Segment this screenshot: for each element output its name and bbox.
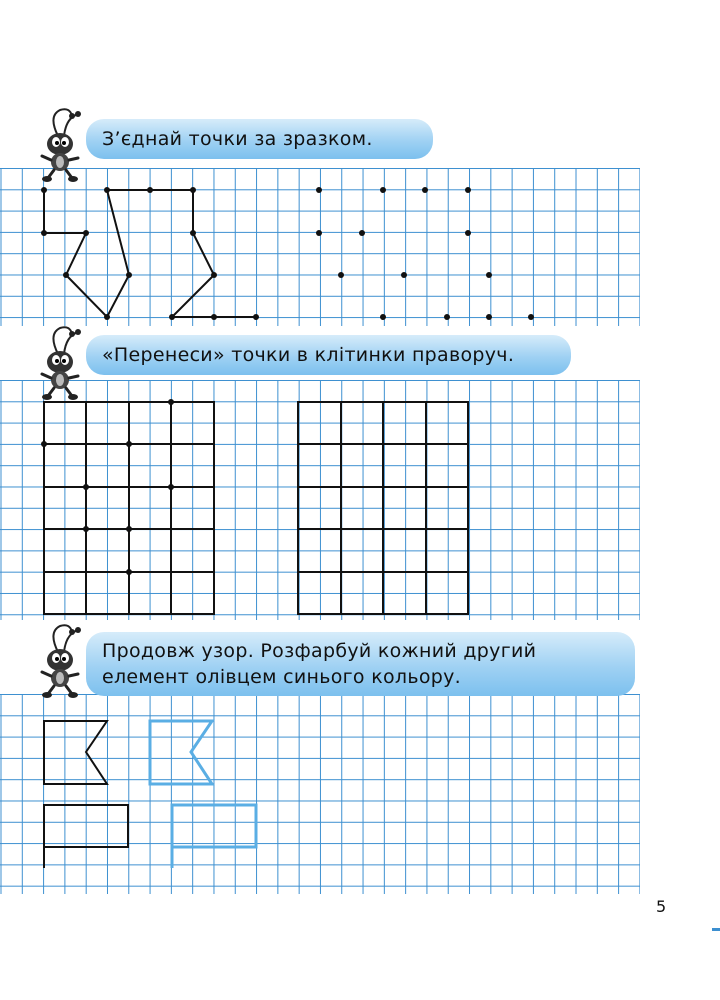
task-3-instruction-line-2: елемент олівцем синього кольору.	[102, 666, 462, 688]
edge-mark	[712, 928, 720, 931]
grid-paper-task-3	[0, 694, 640, 894]
page-number: 5	[656, 897, 667, 916]
task-1-instruction: З’єднай точки за зразком.	[102, 128, 373, 150]
task-2-instruction-banner	[86, 335, 571, 375]
task-1-instruction-banner	[86, 119, 433, 159]
task-2-instruction: «Перенеси» точки в клітинки праворуч.	[102, 344, 515, 366]
task-3-instruction-line-1: Продовж узор. Розфарбуй кожний другий	[102, 640, 537, 662]
ant-mascot-icon	[38, 624, 88, 700]
ant-mascot-icon	[38, 326, 88, 402]
grid-paper-task-1	[0, 168, 640, 326]
task-3-instruction-banner	[86, 632, 635, 696]
ant-mascot-icon	[38, 108, 88, 184]
grid-paper-task-2	[0, 380, 640, 620]
